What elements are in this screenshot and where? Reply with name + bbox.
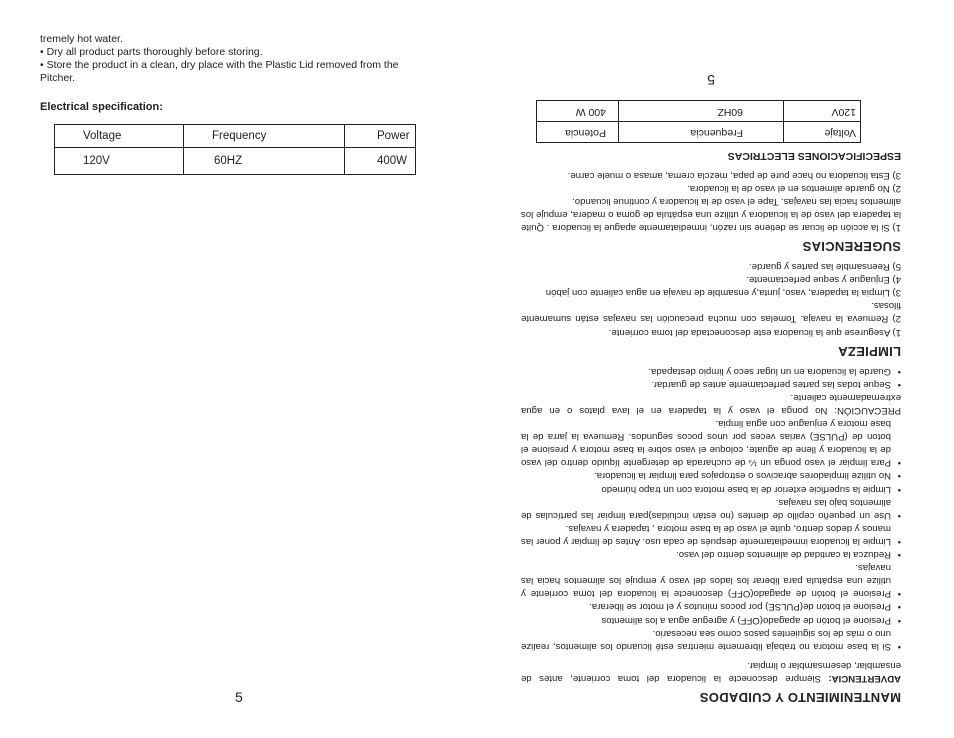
table-header-cell: Power — [345, 125, 416, 148]
list-item: • Presione el botón de apagado(OFF) desconecte la licuadora del toma corriente y utilize una espátula para liberar los lados del vaso y empuje los alimentos hacia las navajas. — [521, 561, 901, 600]
table-cell: 400W — [345, 148, 416, 175]
list-item: • Si la base motora no trabaja libremente mientras esté licuando los alimentos, realize uno o más de los siguientes pasos como sea necesario. — [521, 627, 901, 653]
table-cell: 120V — [784, 101, 861, 122]
table-header-cell: Voltaje — [784, 122, 861, 143]
page-number: 5 — [707, 72, 715, 89]
list-item: 1) Si la acción de licuar se detiene sin razón, inmediatamente apague la licuadora . Quite la tapadera del vaso de la licuadora y utilize una espátula de goma o madera, empuje los alimentos hacia las navajas. Tape el vaso de la licuadora y continue licuando. — [521, 195, 901, 233]
table-header-row — [55, 125, 416, 148]
electrical-table — [536, 100, 861, 143]
warning-paragraph — [521, 659, 901, 685]
warning-label: ADVERTENCIA: — [828, 672, 901, 684]
table-header-cell: Frequency — [184, 125, 345, 148]
table-header-cell: Frequencia — [619, 122, 784, 143]
list-item: 1) Asegurese que la licuadora este desconectada del toma corriente. — [608, 326, 901, 338]
care-text-continued — [40, 33, 418, 85]
table-cell: 60HZ — [184, 148, 345, 175]
table-row — [537, 101, 861, 122]
list-item: 4) Enjuague y seque perfectamente. — [746, 274, 901, 286]
text-line: • Store the product in a clean, dry place with the Plastic Lid removed from the Pitcher. — [40, 59, 399, 84]
storage-list — [521, 365, 901, 391]
suggestion-steps — [521, 168, 901, 233]
table-header-cell: Potencia — [537, 122, 619, 143]
maintenance-list — [521, 417, 901, 653]
spec-heading: Electrical specification: — [40, 101, 163, 113]
list-item: • Para limpiar el vaso ponga un ¼ de cucharada de detergente líquido dentro del vaso de la licuadora y llene de aguate, coloque el vaso sobre la base motora y presione el boton de (PULSE) varias veces por unos pocos segundos. Remueva la jarra de la base motora y enjuague con agua limpia. — [521, 417, 901, 469]
table-cell: 120V — [55, 148, 184, 175]
table-cell: 60HZ — [619, 101, 784, 122]
section-title-maintenance: MANTENIMIENTO Y CUIDADOS — [699, 690, 901, 705]
table-cell: 400 W — [537, 101, 619, 122]
right-page — [477, 0, 954, 738]
table-header-row — [537, 122, 861, 143]
list-item: 2) No guarde alimentos en el vaso de la licuadora. — [687, 182, 901, 194]
cleaning-steps — [521, 260, 901, 339]
caution-paragraph: PRECAUCIÓN: No ponga el vaso y la tapadera en el lava platos o en agua extremadamente caliente. — [521, 391, 901, 417]
text-line: tremely hot water. — [40, 33, 123, 45]
section-title-electrical: ESPECIFICACIONES ELECTRICAS — [727, 150, 901, 163]
list-item: • Presione el botón de apagado(OFF) y agregue agua a los alimentos — [521, 613, 901, 626]
table-row — [55, 148, 416, 175]
list-item: • Limpie la superficie exterior de la base motora con un trapo húmedo — [521, 483, 901, 496]
spanish-instructions — [521, 73, 901, 711]
list-item: 2) Remueva la navaja. Tomelas con mucha precaución las navajas están sumamente filosas. — [521, 300, 901, 325]
warning-text: Siempre desconecte la licuadora del toma corriente, antes de ensamblar, desemsamblar o limpiar. — [521, 659, 901, 684]
section-title-suggestions: SUGERENCIAS — [802, 239, 901, 254]
page-number: 5 — [235, 689, 243, 705]
section-title-cleaning: LIMPIEZA — [837, 343, 901, 359]
list-item: • Seque todas las partes perfectamente antes de guardar. — [521, 378, 901, 391]
spec-table — [54, 124, 416, 175]
table-header-cell: Voltage — [55, 125, 184, 148]
list-item: 3) Esta licuadora no hace pure de papa, mezcla crema, amasa o muele carne. — [567, 169, 901, 181]
list-item: • Reduzca la cantidad de alimentos dentro del vaso. — [521, 548, 901, 561]
list-item: • Limpie la licuadora inmediatamente después de cada uso. Antes de limpiar y poner las manos y dedos dentro, quite el vaso de la base motora , tapadera y navajas. — [521, 522, 901, 548]
list-item: 3) Limpia la tapadera, vaso, junta,y ensamble de navaja en agua caliente con jabón — [545, 287, 901, 299]
rotated-page-content — [477, 0, 954, 738]
list-item: • Use un pequeño cepillo de dientes (no están incluidas)para limpiar las partículas de alimentos bajo las navajas. — [521, 496, 901, 522]
text-line: • Dry all product parts thoroughly before storing. — [40, 46, 263, 58]
list-item: 5) Reensamble las partes y guarde. — [749, 261, 901, 273]
list-item: • Guarde la licuadora en un lugar seco y limpio destapada. — [521, 365, 901, 378]
list-item: • Presione el botón de(PULSE) por pocos minutos y el motor se liberara. — [521, 600, 901, 613]
list-item: • No utilize limpiadores abracivos o estropajos para limpiar la licuadora. — [521, 469, 901, 482]
